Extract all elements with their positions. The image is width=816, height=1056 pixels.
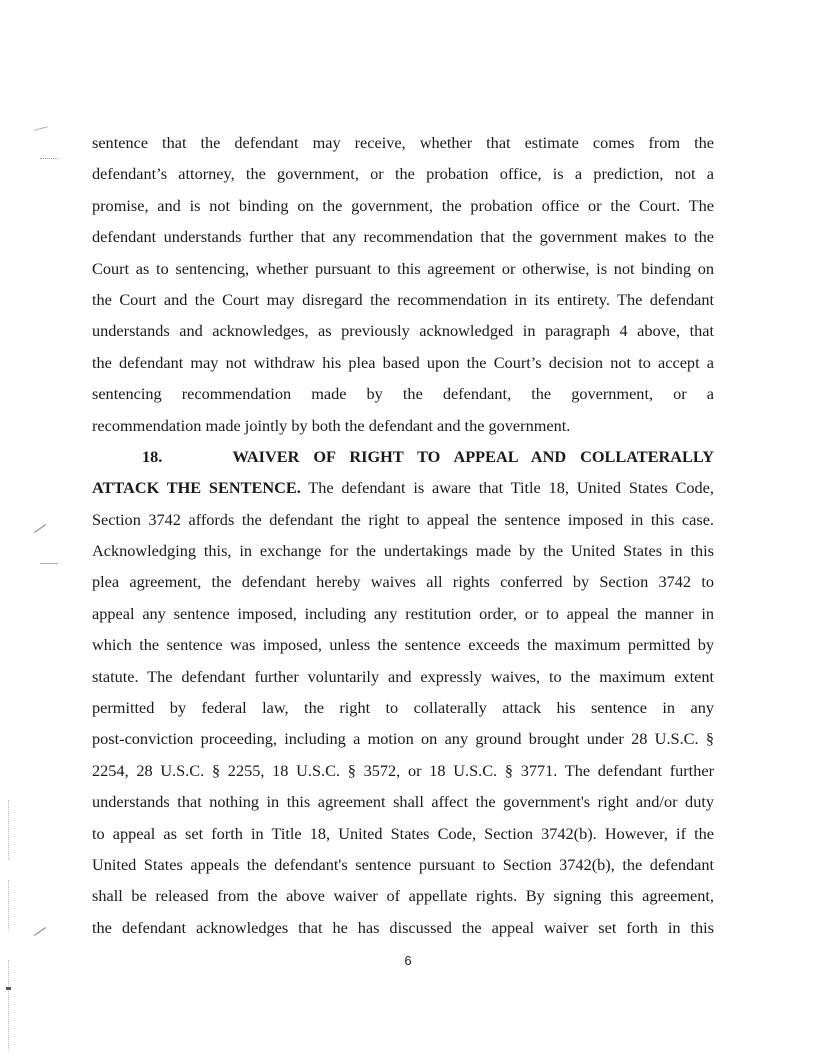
section-line: United States appeals the defendant's sentence pursuant to Section 3742(b), the defendant xyxy=(92,854,714,874)
body-text xyxy=(92,127,714,943)
section-line: plea agreement, the defendant hereby waives all rights conferred by Section 3742 to xyxy=(92,572,714,592)
scan-edge-line xyxy=(8,880,9,930)
section-number: 18. xyxy=(142,446,163,466)
paragraph-line: defendant understands further that any recommendation that the government makes to the xyxy=(92,227,714,247)
section-title-line2: ATTACK THE SENTENCE. xyxy=(92,478,301,498)
section-line: which the sentence was imposed, unless the sentence exceeds the maximum permitted by xyxy=(92,635,714,655)
scan-edge-mark xyxy=(6,987,11,990)
section-line: understands that nothing in this agreement shall affect the government's right and/or duty xyxy=(92,792,714,812)
margin-scan-mark xyxy=(34,126,48,131)
scan-edge-line xyxy=(8,800,9,860)
paragraph-line: recommendation made jointly by both the defendant and the government. xyxy=(92,415,571,435)
section-line: permitted by federal law, the right to collaterally attack his sentence in any xyxy=(92,698,714,718)
paragraph-line: promise, and is not binding on the government, the probation office or the Court. The xyxy=(92,195,714,215)
section-line: Section 3742 affords the defendant the right to appeal the sentence imposed in this case. xyxy=(92,509,714,529)
paragraph-line: defendant’s attorney, the government, or the probation office, is a prediction, not a xyxy=(92,164,714,184)
section-heading xyxy=(92,441,714,472)
paragraph-line: the Court and the Court may disregard the recommendation in its entirety. The defendant xyxy=(92,289,714,309)
section-line: the defendant acknowledges that he has discussed the appeal waiver set forth in this xyxy=(92,917,714,937)
section-first-line-text: The defendant is aware that Title 18, United States Code, xyxy=(300,478,714,498)
margin-scan-mark xyxy=(40,563,58,564)
section-line: appeal any sentence imposed, including any restitution order, or to appeal the manner in xyxy=(92,603,714,623)
section-first-line xyxy=(92,472,714,503)
section-line: statute. The defendant further voluntarily and expressly waives, to the maximum extent xyxy=(92,666,714,686)
section-line: 2254, 28 U.S.C. § 2255, 18 U.S.C. § 3572, or 18 U.S.C. § 3771. The defendant further xyxy=(92,760,714,780)
paragraph-line: the defendant may not withdraw his plea based upon the Court’s decision not to accept a xyxy=(92,352,714,372)
paragraph-line: Court as to sentencing, whether pursuant to this agreement or otherwise, is not binding on xyxy=(92,258,714,278)
paragraph-line: understands and acknowledges, as previously acknowledged in paragraph 4 above, that xyxy=(92,321,714,341)
section-line: shall be released from the above waiver of appellate rights. By signing this agreement, xyxy=(92,886,714,906)
section-line: to appeal as set forth in Title 18, United States Code, Section 3742(b). However, if the xyxy=(92,823,714,843)
margin-scan-mark xyxy=(40,158,58,159)
section-title-line1: WAIVER OF RIGHT TO APPEAL AND COLLATERALLY xyxy=(232,446,714,466)
section-line: Acknowledging this, in exchange for the undertakings made by the United States in this xyxy=(92,541,714,561)
scan-edge-line xyxy=(8,960,9,1050)
paragraph-line: sentence that the defendant may receive, whether that estimate comes from the xyxy=(92,133,714,152)
paragraph-line: sentencing recommendation made by the defendant, the government, or a xyxy=(92,384,714,404)
margin-scan-mark xyxy=(34,927,46,936)
page-number: 6 xyxy=(404,953,412,968)
section-line: post-conviction proceeding, including a motion on any ground brought under 28 U.S.C. § xyxy=(92,729,714,749)
margin-scan-mark xyxy=(34,524,46,533)
